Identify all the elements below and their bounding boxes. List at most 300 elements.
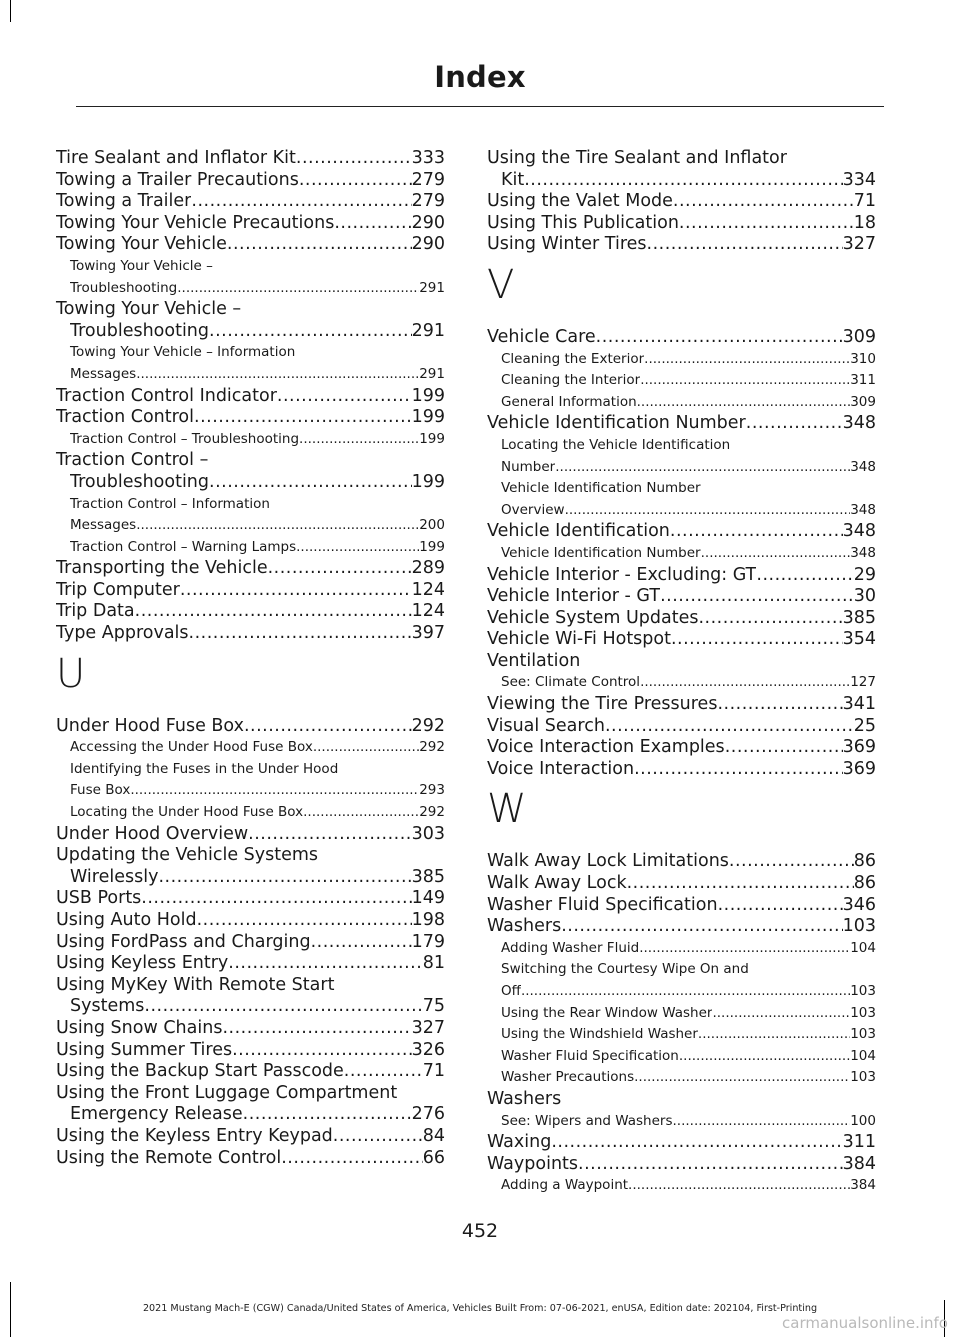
index-entry[interactable] xyxy=(487,565,876,587)
entry-text: Towing Your Vehicle – xyxy=(70,257,213,274)
dot-leader xyxy=(551,1132,842,1154)
index-entry[interactable] xyxy=(487,716,876,738)
entry-page-number: 86 xyxy=(853,851,876,872)
dot-leader xyxy=(296,537,419,559)
index-entry[interactable] xyxy=(487,1154,876,1176)
entry-text: Using This Publication xyxy=(487,212,679,233)
entry-page-number: 104 xyxy=(850,1047,876,1064)
entry-page-number: 100 xyxy=(850,1112,876,1129)
index-entry[interactable] xyxy=(487,1132,876,1154)
index-entry[interactable] xyxy=(56,170,445,192)
entry-page-number: 293 xyxy=(419,782,445,799)
index-entry[interactable] xyxy=(56,1126,445,1148)
entry-page-number: 397 xyxy=(411,623,445,644)
entry-text: Adding a Waypoint xyxy=(501,1177,629,1194)
entry-text: Towing Your Vehicle Precautions xyxy=(56,212,335,233)
dot-leader xyxy=(717,694,842,716)
entry-text: Locating the Vehicle Identification xyxy=(501,436,731,453)
dot-leader xyxy=(628,1175,850,1197)
dot-leader xyxy=(698,1024,850,1046)
entry-text: Under Hood Fuse Box xyxy=(56,715,244,736)
entry-page-number: 348 xyxy=(850,544,876,561)
entry-text: Towing a Trailer xyxy=(56,191,192,212)
entry-page-number: 348 xyxy=(842,521,876,542)
entry-text: Messages xyxy=(70,365,137,382)
entry-text: Using Winter Tires xyxy=(487,234,647,255)
entry-text: General Information xyxy=(501,393,637,410)
index-subentry-wrapped[interactable] xyxy=(56,759,445,802)
entry-page-number: 292 xyxy=(419,739,445,756)
entry-page-number: 124 xyxy=(411,579,445,600)
entry-text: Washer Fluid Specification xyxy=(501,1047,679,1064)
entry-page-number: 309 xyxy=(842,326,876,347)
entry-text: Switching the Courtesy Wipe On and xyxy=(501,961,749,978)
entry-text: Trip Computer xyxy=(56,579,180,600)
entry-text: Fuse Box xyxy=(70,782,131,799)
entry-text: Using Keyless Entry xyxy=(56,953,229,974)
dot-leader xyxy=(555,457,850,479)
index-subentry[interactable] xyxy=(487,370,876,392)
index-entry[interactable] xyxy=(56,601,445,623)
entry-page-number: 30 xyxy=(853,586,876,607)
dot-leader xyxy=(660,586,854,608)
index-subentry[interactable] xyxy=(56,364,445,386)
entry-text: Traction Control – xyxy=(56,450,209,471)
dot-leader xyxy=(627,873,854,895)
dot-leader xyxy=(679,1046,850,1068)
index-entry[interactable] xyxy=(56,472,445,494)
entry-text: Visual Search xyxy=(487,715,605,736)
entry-text: Traction Control – Troubleshooting xyxy=(70,430,300,447)
index-entry[interactable] xyxy=(56,1040,445,1062)
entry-text: Towing a Trailer Precautions xyxy=(56,169,299,190)
index-entry[interactable] xyxy=(487,737,876,759)
index-entry[interactable] xyxy=(56,1148,445,1170)
entry-text: Using the Backup Start Passcode xyxy=(56,1061,344,1082)
entry-text: Voice Interaction xyxy=(487,758,635,779)
entry-text: Vehicle Identification xyxy=(487,521,670,542)
dot-leader xyxy=(177,278,419,300)
entry-text: Off xyxy=(501,983,521,999)
index-entry-wrapped[interactable] xyxy=(56,845,445,888)
entry-page-number: 199 xyxy=(411,385,445,406)
index-entry[interactable] xyxy=(56,1104,445,1126)
entry-page-number: 385 xyxy=(842,607,876,628)
dot-leader xyxy=(596,327,843,349)
index-entry[interactable] xyxy=(487,916,876,938)
entry-text: Trip Data xyxy=(56,601,135,622)
dot-leader xyxy=(268,558,412,580)
index-entry[interactable] xyxy=(487,191,876,213)
dot-leader xyxy=(197,910,412,932)
entry-page-number: 84 xyxy=(422,1125,445,1146)
entry-text: Vehicle System Updates xyxy=(487,607,699,628)
index-entry[interactable] xyxy=(487,608,876,630)
index-column-right xyxy=(487,148,876,1197)
index-subentry[interactable] xyxy=(56,537,445,559)
watermark: carmanualsonline.info xyxy=(782,1314,948,1332)
index-entry[interactable] xyxy=(487,327,876,349)
entry-page-number: 86 xyxy=(853,873,876,894)
index-entry[interactable] xyxy=(56,953,445,975)
dot-leader xyxy=(671,629,843,651)
entry-page-number: 75 xyxy=(422,996,445,1017)
dot-leader xyxy=(158,867,411,889)
index-entry[interactable] xyxy=(487,213,876,235)
index-entry[interactable] xyxy=(56,407,445,429)
dot-leader xyxy=(299,429,419,451)
index-entry[interactable] xyxy=(56,148,445,170)
entry-page-number: 71 xyxy=(422,1061,445,1082)
dot-leader xyxy=(232,1040,412,1062)
entry-text: Using the Tire Sealant and Inflator xyxy=(487,148,787,168)
entry-text: Type Approvals xyxy=(56,623,189,644)
dot-leader xyxy=(244,716,412,738)
index-entry[interactable] xyxy=(56,996,445,1018)
entry-page-number: 289 xyxy=(411,558,445,579)
dot-leader xyxy=(639,938,850,960)
entry-text: Number xyxy=(501,458,556,475)
index-entry[interactable] xyxy=(487,873,876,895)
dot-leader xyxy=(561,916,842,938)
entry-text: See: Wipers and Washers xyxy=(501,1112,673,1129)
dot-leader xyxy=(756,565,853,587)
entry-page-number: 66 xyxy=(422,1147,445,1168)
entry-page-number: 290 xyxy=(411,212,445,233)
dot-leader xyxy=(334,213,411,235)
entry-page-number: 199 xyxy=(419,430,445,447)
entry-text: Traction Control xyxy=(56,407,195,428)
edition-footer: 2021 Mustang Mach-E (CGW) Canada/United States of America, Vehicles Built From: 07-06-2021, enUSA, Edition date: 202104, First-Printing xyxy=(142,1303,818,1314)
entry-page-number: 346 xyxy=(842,894,876,915)
entry-text: Using the Windshield Washer xyxy=(501,1026,698,1043)
entry-text: Vehicle Interior - GT xyxy=(487,586,661,607)
entry-page-number: 385 xyxy=(411,866,445,887)
entry-page-number: 103 xyxy=(850,983,876,999)
entry-page-number: 103 xyxy=(850,1069,876,1086)
index-entry[interactable] xyxy=(487,586,876,608)
index-column-left xyxy=(56,148,445,1169)
dot-leader xyxy=(130,780,419,802)
entry-text: See: Climate Control xyxy=(501,674,641,691)
entry-page-number: 292 xyxy=(419,804,445,821)
entry-page-number: 291 xyxy=(419,279,445,296)
entry-page-number: 198 xyxy=(411,910,445,930)
entry-text: Vehicle Identification Number xyxy=(501,544,701,561)
dot-leader xyxy=(222,1018,411,1040)
entry-page-number: 81 xyxy=(422,953,445,974)
index-entry[interactable] xyxy=(487,694,876,716)
index-entry[interactable] xyxy=(56,623,445,645)
dot-leader xyxy=(698,608,842,630)
dot-leader xyxy=(701,543,851,565)
index-entry-wrapped[interactable] xyxy=(56,975,445,1018)
index-subentry[interactable] xyxy=(487,543,876,565)
index-entry[interactable] xyxy=(56,386,445,408)
dot-leader xyxy=(136,515,419,537)
dot-leader xyxy=(277,386,412,408)
entry-page-number: 334 xyxy=(842,169,876,190)
index-entry[interactable] xyxy=(56,234,445,256)
page-title: Index xyxy=(434,60,526,94)
index-entry-wrapped[interactable] xyxy=(56,299,445,342)
entry-text: USB Ports xyxy=(56,888,142,909)
entry-page-number: 348 xyxy=(850,458,876,475)
entry-page-number: 311 xyxy=(842,1132,876,1153)
dot-leader xyxy=(644,349,850,371)
crop-mark-top-left xyxy=(10,0,11,22)
dot-leader xyxy=(344,1061,423,1083)
entry-page-number: 103 xyxy=(850,1026,876,1043)
index-entry[interactable] xyxy=(56,910,445,932)
entry-text: Vehicle Care xyxy=(487,326,596,347)
dot-leader xyxy=(209,472,412,494)
index-subentry-wrapped[interactable] xyxy=(487,435,876,478)
index-subentry[interactable] xyxy=(487,1067,876,1089)
dot-leader xyxy=(718,895,843,917)
entry-text: Traction Control Indicator xyxy=(56,385,277,406)
entry-text: Washers xyxy=(487,916,562,937)
section-letter: V xyxy=(487,261,515,308)
entry-text: Cleaning the Interior xyxy=(501,372,641,389)
index-entry[interactable] xyxy=(56,867,445,889)
entry-page-number: 279 xyxy=(411,191,445,212)
index-subentry[interactable] xyxy=(487,938,876,960)
entry-page-number: 127 xyxy=(850,674,876,691)
entry-text: Using Summer Tires xyxy=(56,1039,233,1060)
dot-leader xyxy=(228,953,422,975)
entry-page-number: 18 xyxy=(853,212,876,233)
entry-page-number: 29 xyxy=(853,564,876,585)
entry-text: Using Auto Hold xyxy=(56,910,197,930)
entry-text: Adding Washer Fluid xyxy=(501,939,640,956)
dot-leader xyxy=(136,364,419,386)
index-heading: Ventilation xyxy=(487,650,581,671)
index-entry[interactable] xyxy=(487,895,876,917)
entry-page-number: 384 xyxy=(850,1177,876,1194)
entry-page-number: 309 xyxy=(850,393,876,410)
index-entry[interactable] xyxy=(487,413,876,435)
index-subentry[interactable] xyxy=(487,1175,876,1197)
entry-page-number: 199 xyxy=(411,471,445,492)
entry-text: Transporting the Vehicle xyxy=(56,558,268,579)
index-entry[interactable] xyxy=(56,1061,445,1083)
entry-text: Updating the Vehicle Systems xyxy=(56,845,319,866)
entry-page-number: 103 xyxy=(842,916,876,937)
entry-page-number: 327 xyxy=(411,1017,445,1038)
entry-text: Using the Valet Mode xyxy=(487,191,673,212)
dot-leader xyxy=(679,213,854,235)
entry-text: Washer Fluid Specification xyxy=(487,894,718,915)
entry-text: Using the Front Luggage Compartment xyxy=(56,1082,398,1103)
index-subentry[interactable] xyxy=(56,780,445,802)
entry-page-number: 326 xyxy=(411,1039,445,1060)
index-entry-wrapped[interactable] xyxy=(487,148,876,191)
entry-page-number: 103 xyxy=(850,1004,876,1021)
entry-page-number: 354 xyxy=(842,629,876,650)
index-entry[interactable] xyxy=(56,716,445,738)
index-subentry[interactable] xyxy=(487,500,876,522)
dot-leader xyxy=(189,623,412,645)
header-rule xyxy=(76,106,884,107)
entry-text: Using Snow Chains xyxy=(56,1017,223,1038)
index-entry[interactable] xyxy=(56,213,445,235)
dot-leader xyxy=(725,737,843,759)
dot-leader xyxy=(144,996,422,1018)
dot-leader xyxy=(227,234,412,256)
dot-leader xyxy=(180,580,412,602)
entry-page-number: 276 xyxy=(411,1104,445,1125)
dot-leader xyxy=(333,1126,423,1148)
entry-page-number: 310 xyxy=(850,350,876,367)
dot-leader xyxy=(634,1067,850,1089)
index-subentry[interactable] xyxy=(56,429,445,451)
index-heading: Washers xyxy=(487,1088,562,1109)
index-entry[interactable] xyxy=(487,629,876,651)
entry-page-number: 303 xyxy=(411,823,445,844)
entry-text: Under Hood Overview xyxy=(56,823,249,844)
dot-leader xyxy=(729,851,854,873)
index-subentry[interactable] xyxy=(487,392,876,414)
dot-leader xyxy=(673,1111,851,1133)
dot-leader xyxy=(524,170,842,192)
index-entry[interactable] xyxy=(56,558,445,580)
dot-leader xyxy=(281,1148,423,1170)
index-subentry[interactable] xyxy=(56,802,445,824)
entry-page-number: 291 xyxy=(419,365,445,382)
entry-page-number: 327 xyxy=(842,234,876,255)
dot-leader xyxy=(191,191,411,213)
dot-leader xyxy=(296,148,412,170)
index-subentry[interactable] xyxy=(487,1024,876,1046)
index-subentry-wrapped[interactable] xyxy=(56,342,445,385)
index-subentry[interactable] xyxy=(56,515,445,537)
dot-leader xyxy=(194,407,412,429)
dot-leader xyxy=(299,170,412,192)
entry-text: Troubleshooting xyxy=(70,471,210,492)
entry-text: Using FordPass and Charging xyxy=(56,931,311,952)
entry-page-number: 104 xyxy=(850,939,876,956)
entry-text: Using the Remote Control xyxy=(56,1147,282,1168)
index-subentry[interactable] xyxy=(487,1046,876,1068)
entry-page-number: 292 xyxy=(411,715,445,736)
entry-text: Waxing xyxy=(487,1132,552,1153)
entry-text: Kit xyxy=(501,169,525,190)
entry-text: Viewing the Tire Pressures xyxy=(487,694,718,715)
entry-text: Emergency Release xyxy=(70,1104,243,1125)
entry-page-number: 199 xyxy=(419,538,445,555)
entry-page-number: 290 xyxy=(411,234,445,255)
index-subentry[interactable] xyxy=(487,672,876,694)
index-entry[interactable] xyxy=(56,580,445,602)
entry-text: Traction Control – Information xyxy=(70,495,270,512)
page-number: 452 xyxy=(461,1220,499,1242)
entry-page-number: 279 xyxy=(411,169,445,190)
index-entry[interactable] xyxy=(487,759,876,781)
dot-leader xyxy=(578,1154,843,1176)
index-subentry[interactable] xyxy=(487,457,876,479)
entry-text: Walk Away Lock xyxy=(487,873,627,894)
entry-page-number: 369 xyxy=(842,737,876,758)
entry-page-number: 341 xyxy=(842,694,876,715)
dot-leader xyxy=(303,802,419,824)
dot-leader xyxy=(640,370,850,392)
entry-text: Using MyKey With Remote Start xyxy=(56,974,335,995)
entry-text: Vehicle Interior - Excluding: GT xyxy=(487,564,757,585)
index-entry[interactable] xyxy=(487,521,876,543)
index-entry-wrapped[interactable] xyxy=(56,1083,445,1126)
index-subentry[interactable] xyxy=(487,349,876,371)
entry-text: Voice Interaction Examples xyxy=(487,737,725,758)
index-entry[interactable] xyxy=(56,1018,445,1040)
index-subentry-wrapped[interactable] xyxy=(487,959,876,1002)
index-entry[interactable] xyxy=(487,851,876,873)
index-entry[interactable] xyxy=(56,321,445,343)
dot-leader xyxy=(311,932,412,954)
entry-text: Towing Your Vehicle xyxy=(56,234,227,255)
index-subentry[interactable] xyxy=(487,1111,876,1133)
entry-page-number: 369 xyxy=(842,758,876,779)
index-subentry[interactable] xyxy=(56,278,445,300)
entry-page-number: 348 xyxy=(842,413,876,434)
dot-leader xyxy=(521,981,850,1003)
entry-page-number: 25 xyxy=(853,715,876,736)
dot-leader xyxy=(673,191,854,213)
entry-text: Accessing the Under Hood Fuse Box xyxy=(70,739,313,756)
index-entry[interactable] xyxy=(487,170,876,192)
entry-text: Vehicle Identification Number xyxy=(487,413,746,434)
index-subentry[interactable] xyxy=(487,981,876,1003)
index-entry[interactable] xyxy=(56,932,445,954)
entry-page-number: 71 xyxy=(853,191,876,212)
index-entry[interactable] xyxy=(56,824,445,846)
dot-leader xyxy=(712,1003,850,1025)
index-subentry[interactable] xyxy=(56,737,445,759)
entry-text: Walk Away Lock Limitations xyxy=(487,851,729,872)
entry-page-number: 311 xyxy=(850,372,876,389)
entry-text: Tire Sealant and Inflator Kit xyxy=(56,148,296,168)
entry-text: Using the Rear Window Washer xyxy=(501,1004,713,1021)
entry-text: Vehicle Identification Number xyxy=(501,480,701,497)
index-entry[interactable] xyxy=(487,234,876,256)
entry-text: Towing Your Vehicle – xyxy=(56,299,242,320)
entry-page-number: 179 xyxy=(411,931,445,952)
entry-text: Troubleshooting xyxy=(70,279,178,296)
dot-leader xyxy=(746,413,843,435)
dot-leader xyxy=(243,1104,412,1126)
index-subentry[interactable] xyxy=(487,1003,876,1025)
dot-leader xyxy=(141,888,411,910)
index-subentry-wrapped[interactable] xyxy=(56,494,445,537)
entry-text: Overview xyxy=(501,501,565,518)
entry-text: Vehicle Wi-Fi Hotspot xyxy=(487,629,671,650)
index-entry[interactable] xyxy=(56,191,445,213)
entry-text: Systems xyxy=(70,996,145,1017)
dot-leader xyxy=(313,737,419,759)
entry-page-number: 200 xyxy=(419,517,445,534)
index-subentry-wrapped[interactable] xyxy=(487,478,876,521)
index-entry-wrapped[interactable] xyxy=(56,450,445,493)
dot-leader xyxy=(209,321,412,343)
entry-page-number: 291 xyxy=(411,320,445,341)
entry-text: Identifying the Fuses in the Under Hood xyxy=(70,760,339,777)
dot-leader xyxy=(637,392,851,414)
dot-leader xyxy=(248,824,411,846)
index-subentry-wrapped[interactable] xyxy=(56,256,445,299)
index-entry[interactable] xyxy=(56,888,445,910)
dot-leader xyxy=(670,521,843,543)
entry-text: Waypoints xyxy=(487,1153,579,1174)
